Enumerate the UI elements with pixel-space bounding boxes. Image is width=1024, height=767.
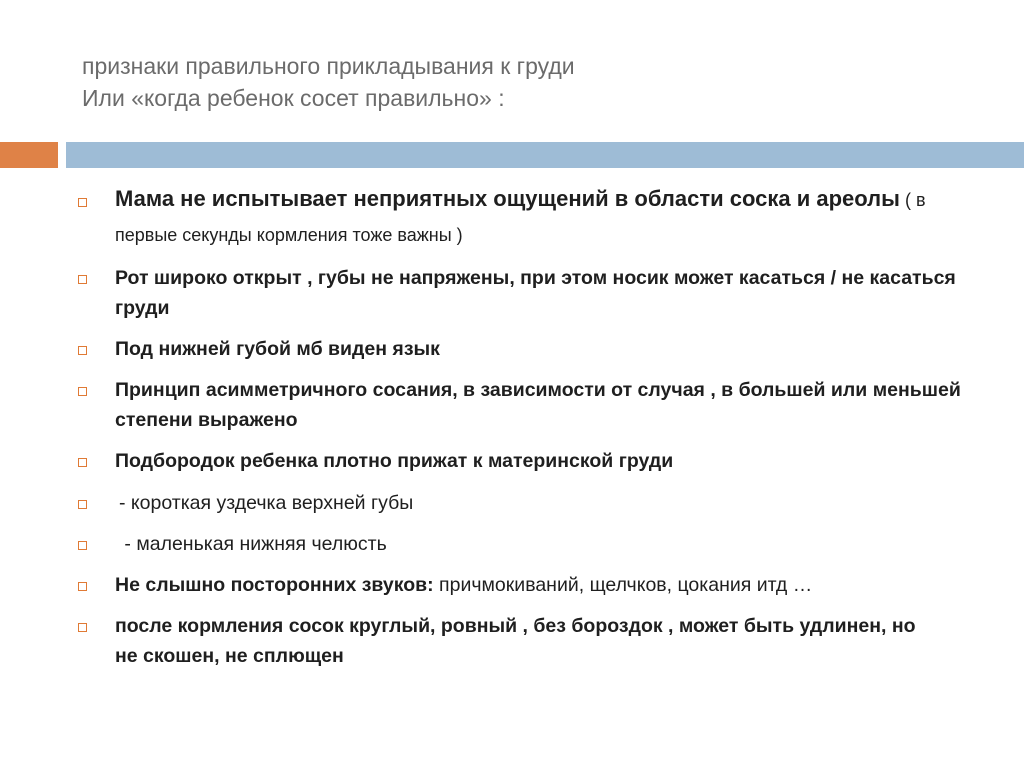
list-item-bold-text: Не слышно посторонних звуков:: [115, 574, 434, 596]
square-bullet-icon: [78, 500, 87, 509]
list-item-bold-text: Под нижней губой мб виден язык: [115, 338, 440, 360]
list-item-bold-text: после кормления сосок круглый, ровный , без бороздок , может быть удлинен, но не скошен, не сплющен: [115, 615, 916, 667]
list-item-text: [115, 375, 975, 435]
square-bullet-icon: [78, 582, 87, 591]
list-item-text: [115, 182, 945, 252]
square-bullet-icon: [78, 275, 87, 284]
list-item-bold-text: Мама не испытывает неприятных ощущений в области соска и ареолы: [115, 186, 900, 211]
list-item-text: [115, 334, 975, 364]
list-item-bold-text: Рот широко открыт , губы не напряжены, при этом носик может касаться / не касаться груди: [115, 267, 956, 319]
square-bullet-icon: [78, 198, 87, 207]
list-item-text: [115, 488, 975, 518]
square-bullet-icon: [78, 346, 87, 355]
square-bullet-icon: [78, 623, 87, 632]
list-item-bold-text: Принцип асимметричного сосания, в зависимости от случая , в большей или меньшей степени выражено: [115, 379, 961, 431]
list-item-normal-text: - маленькая нижняя челюсть: [119, 533, 387, 555]
list-item-text: [115, 446, 975, 476]
list-item-text: [115, 529, 975, 559]
list-item-text: [115, 263, 975, 323]
square-bullet-icon: [78, 541, 87, 550]
slide-title-line-1: признаки правильного прикладывания к груди: [82, 53, 575, 79]
square-bullet-icon: [78, 458, 87, 467]
list-item-normal-text: - короткая уздечка верхней губы: [119, 492, 414, 514]
list-item-text: [115, 611, 935, 671]
list-item-text: [115, 570, 975, 600]
list-item-normal-text: ( в первые секунды кормления тоже важны ): [115, 190, 926, 245]
slide-title-line-2: Или «когда ребенок сосет правильно» :: [82, 85, 505, 111]
list-item-normal-text: причмокиваний, щелчков, цокания итд …: [433, 574, 813, 596]
list-item-bold-text: Подбородок ребенка плотно прижат к материнской груди: [115, 450, 674, 472]
square-bullet-icon: [78, 387, 87, 396]
